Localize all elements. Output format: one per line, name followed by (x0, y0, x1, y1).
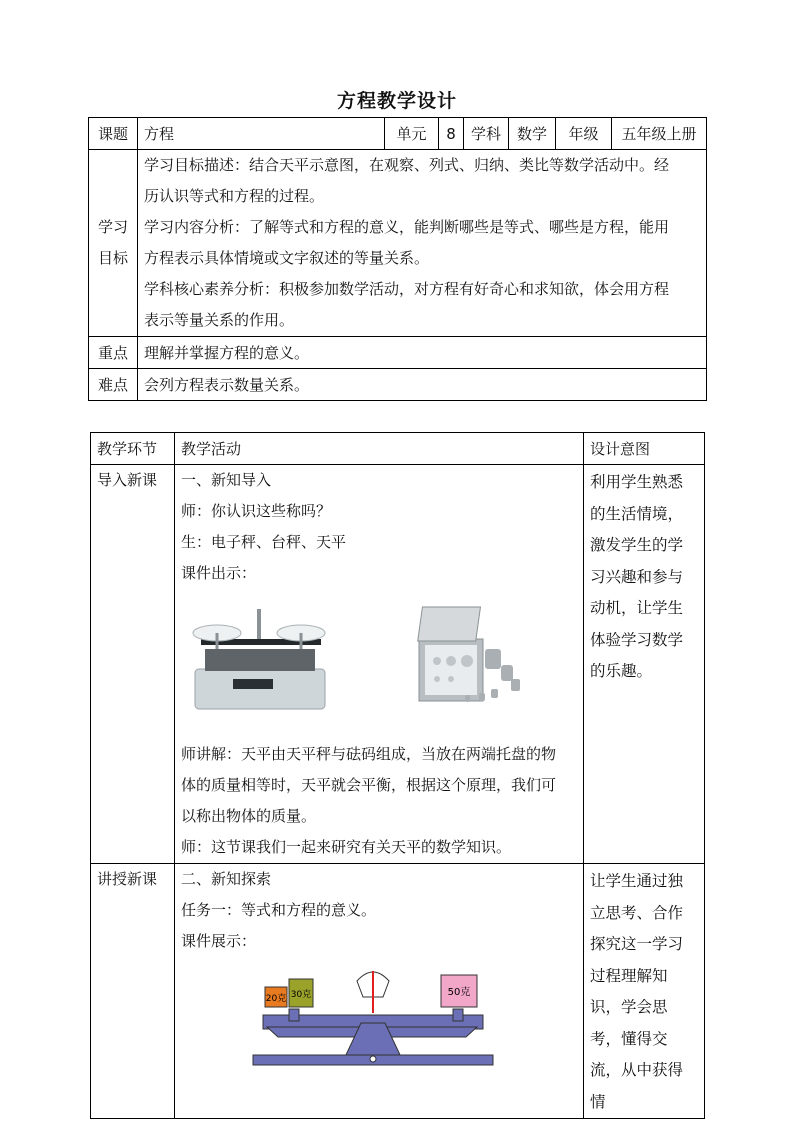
intro-line2: 师：你认识这些称吗？ (181, 502, 332, 520)
unit-value: 8 (439, 118, 464, 150)
grade-value: 五年级上册 (612, 118, 707, 150)
goals-content (138, 150, 707, 337)
weight-30-label: 30克 (290, 990, 312, 1000)
intro-line6: 体的质量相等时，天平就会平衡，根据这个原理，我们可 (181, 776, 557, 794)
header-stage: 教学环节 (91, 433, 175, 465)
intro-intent-text: 利用学生熟悉的生活情境，激发学生的学习兴趣和参与动机，让学生体验学习数学的乐趣。 (590, 473, 684, 680)
unit-label: 单元 (385, 118, 439, 150)
topic-value: 方程 (138, 118, 385, 150)
weight-20-label: 20克 (265, 994, 287, 1004)
grade-label: 年级 (556, 118, 612, 150)
goal-desc-line1: 学习目标描述：结合天平示意图，在观察、列式、归纳、类比等数学活动中。经 (144, 156, 670, 174)
goals-row (89, 150, 707, 337)
intro-stage: 导入新课 (91, 465, 175, 864)
new-line2: 任务一：等式和方程的意义。 (181, 901, 377, 919)
subject-label: 学科 (464, 118, 509, 150)
difficulty-row (89, 369, 707, 401)
balance-scale-image (193, 609, 325, 709)
intro-line3: 生：电子秤、台秤、天平 (181, 533, 347, 551)
info-table (88, 117, 707, 401)
header-intent: 设计意图 (584, 433, 705, 465)
process-table (90, 432, 705, 1119)
difficulty-label: 难点 (89, 369, 138, 401)
intro-line5: 师讲解：天平由天平秤与砝码组成，当放在两端托盘的物 (181, 745, 557, 763)
process-header-row (91, 433, 705, 465)
goal-content-line2: 方程表示具体情境或文字叙述的等量关系。 (144, 249, 430, 267)
balance-diagram (251, 957, 551, 1069)
goals-label-line1: 学习 (97, 218, 128, 236)
intro-line7: 以称出物体的质量。 (181, 807, 317, 825)
scales-images (181, 589, 577, 739)
intro-line4: 课件出示： (181, 564, 257, 582)
goal-desc-line2: 历认识等式和方程的过程。 (144, 187, 325, 205)
key-point-row (89, 337, 707, 369)
goal-content-line1: 学习内容分析：了解等式和方程的意义，能判断哪些是等式、哪些是方程，能用 (144, 218, 670, 236)
info-row (89, 118, 707, 150)
goals-label-line2: 目标 (97, 249, 128, 267)
new-stage: 讲授新课 (91, 864, 175, 1119)
header-activity: 教学活动 (175, 433, 584, 465)
new-intent (584, 864, 705, 1119)
document-title: 方程教学设计 (336, 90, 457, 112)
new-activity (175, 864, 584, 1119)
new-line1: 二、新知探索 (181, 870, 272, 888)
new-line3: 课件展示： (181, 932, 257, 950)
goals-label (89, 150, 138, 337)
goal-core-line1: 学科核心素养分析：积极参加数学活动，对方程有好奇心和求知欲，体会用方程 (144, 280, 670, 298)
subject-value: 数学 (509, 118, 556, 150)
difficulty-text: 会列方程表示数量关系。 (138, 369, 707, 401)
goal-core-line2: 表示等量关系的作用。 (144, 311, 295, 329)
weight-set-image (418, 607, 520, 702)
intro-activity (175, 465, 584, 864)
new-intent-text: 让学生通过独立思考、合作探究这一学习过程理解知识，学会思考，懂得交流，从中获得情 (590, 872, 684, 1111)
topic-label: 课题 (89, 118, 138, 150)
intro-line8: 师：这节课我们一起来研究有关天平的数学知识。 (181, 838, 512, 856)
key-point-text: 理解并掌握方程的意义。 (138, 337, 707, 369)
weight-50-label: 50克 (447, 987, 471, 998)
intro-intent (584, 465, 705, 864)
key-point-label: 重点 (89, 337, 138, 369)
new-row (91, 864, 705, 1119)
intro-line1: 一、新知导入 (181, 471, 272, 489)
intro-row (91, 465, 705, 864)
